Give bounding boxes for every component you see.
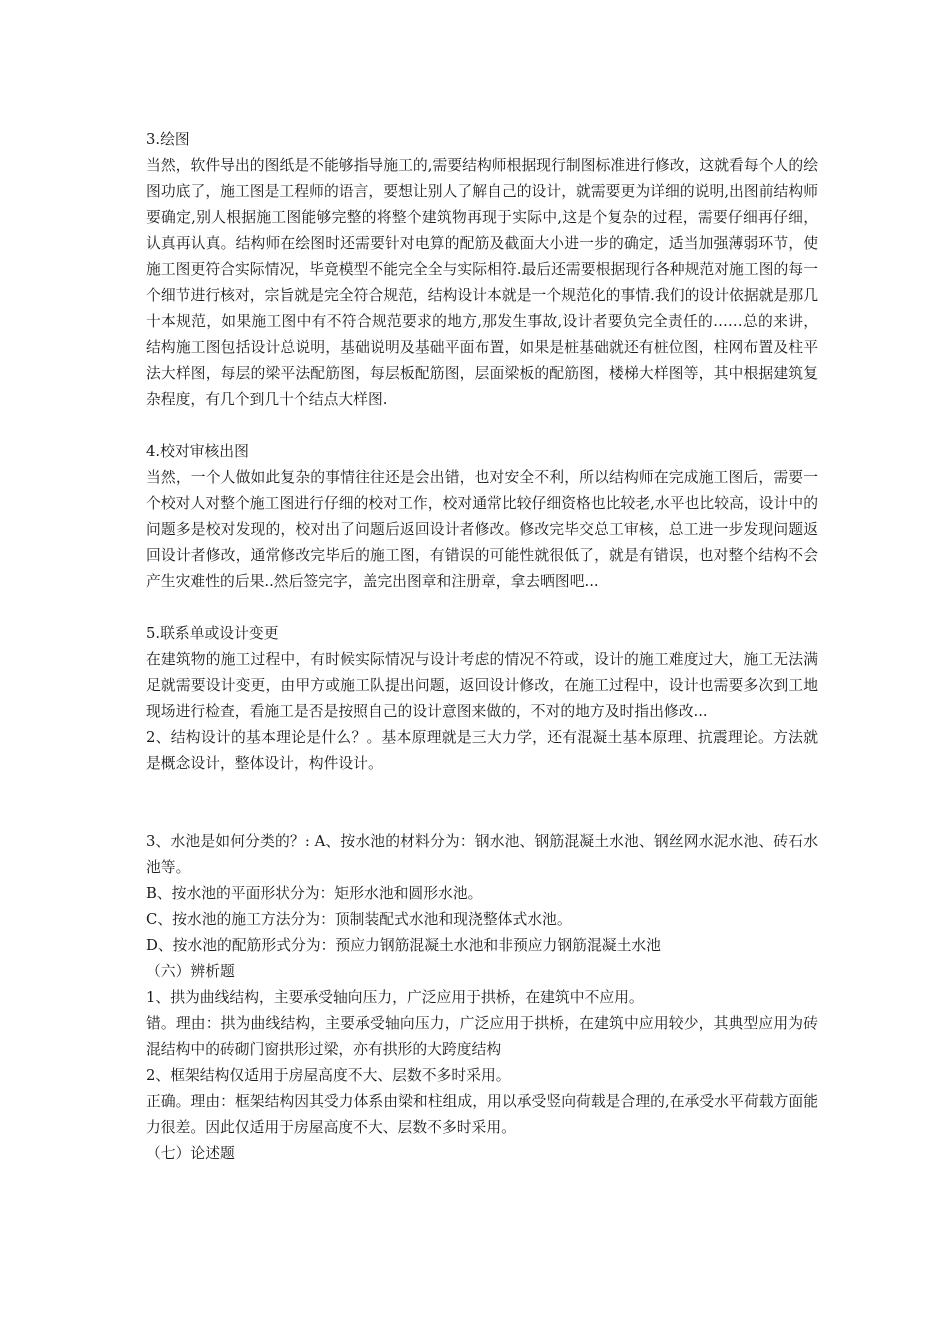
subheading: （六）辨析题	[146, 963, 235, 980]
paragraph: 2、结构设计的基本理论是什么？。基本原理就是三大力学，还有混凝土基本原理、抗震理论。方法就是概念设计，整体设计，构件设计。	[146, 729, 818, 772]
section-heading: 5.联系单或设计变更	[146, 625, 279, 642]
spacer	[146, 413, 818, 439]
paragraph: D、按水池的配筋形式分为：预应力钢筋混凝土水池和非预应力钢筋混凝土水池	[146, 937, 661, 954]
section-review	[146, 439, 818, 595]
paragraph: 3、水池是如何分类的？: A、按水池的材料分为：钢水池、钢筋混凝土水池、钢丝网水泥水池、砖石水池等。	[146, 833, 818, 876]
paragraph: B、按水池的平面形状分为：矩形水池和圆形水池。	[146, 885, 483, 902]
paragraph: 正确。理由：框架结构因其受力体系由梁和柱组成，用以承受竖向荷载是合理的,在承受水平荷载方面能力很差。因此仅适用于房屋高度不大、层数不多时采用。	[146, 1093, 818, 1136]
paragraph: 当然，软件导出的图纸是不能够指导施工的,需要结构师根据现行制图标准进行修改，这就看每个人的绘图功底了，施工图是工程师的语言，要想让别人了解自己的设计，就需要更为详细的说明,出图前结构师要确定,别人根据施工图能够完整的将整个建筑物再现于实际中,这是个复杂的过程，需要仔细再仔细，认真再认真。结构师在绘图时还需要针对电算的配筋及截面大小进一步的确定，适当加强薄弱环节，使施工图更符合实际情况，毕竟模型不能完全全与实际相符.最后还需要根据现行各种规范对施工图的每一个细节进行核对，宗旨就是完全符合规范，结构设计本就是一个规范化的事情.我们的设计依据就是那几十本规范，如果施工图中有不符合规范要求的地方,那发生事故,设计者要负完全责任的……总的来讲，结构施工图包括设计总说明，基础说明及基础平面布置，如果是桩基础就还有桩位图，柱网布置及柱平法大样图，每层的梁平法配筋图，每层板配筋图，层面梁板的配筋图，楼梯大样图等，其中根据建筑复杂程度，有几个到几十个结点大样图.	[146, 157, 818, 408]
spacer	[146, 595, 818, 621]
paragraph: 当然，一个人做如此复杂的事情往往还是会出错，也对安全不利，所以结构师在完成施工图后，需要一个校对人对整个施工图进行仔细的校对工作，校对通常比较仔细资格也比较老,水平也比较高，设计中的问题多是校对发现的，校对出了问题后返回设计者修改。修改完毕交总工审核，总工进一步发现问题返回设计者修改，通常修改完毕后的施工图，有错误的可能性就很低了，就是有错误，也对整个结构不会产生灾难性的后果..然后签完字，盖完出图章和注册章，拿去晒图吧...	[146, 469, 818, 590]
section-drawing	[146, 127, 818, 413]
section-heading: 4.校对审核出图	[146, 443, 249, 460]
section-change	[146, 621, 818, 777]
spacer	[146, 777, 818, 829]
paragraph: C、按水池的施工方法分为：顶制装配式水池和现浇整体式水池。	[146, 911, 572, 928]
section-questions	[146, 829, 818, 1167]
subheading: （七）论述题	[146, 1145, 235, 1162]
section-heading: 3.绘图	[146, 131, 190, 148]
paragraph: 2、框架结构仅适用于房屋高度不大、层数不多时采用。	[146, 1067, 511, 1084]
paragraph: 在建筑物的施工过程中，有时候实际情况与设计考虑的情况不符或，设计的施工难度过大，施工无法满足就需要设计变更，由甲方或施工队提出问题，返回设计修改，在施工过程中，设计也需要多次到工地现场进行检查，看施工是否是按照自己的设计意图来做的，不对的地方及时指出修改...	[146, 651, 818, 720]
paragraph: 错。理由：拱为曲线结构，主要承受轴向压力，广泛应用于拱桥，在建筑中应用较少，其典型应用为砖混结构中的砖砌门窗拱形过梁，亦有拱形的大跨度结构	[146, 1015, 818, 1058]
paragraph: 1、拱为曲线结构，主要承受轴向压力，广泛应用于拱桥，在建筑中不应用。	[146, 989, 644, 1006]
document-page	[146, 127, 818, 1167]
